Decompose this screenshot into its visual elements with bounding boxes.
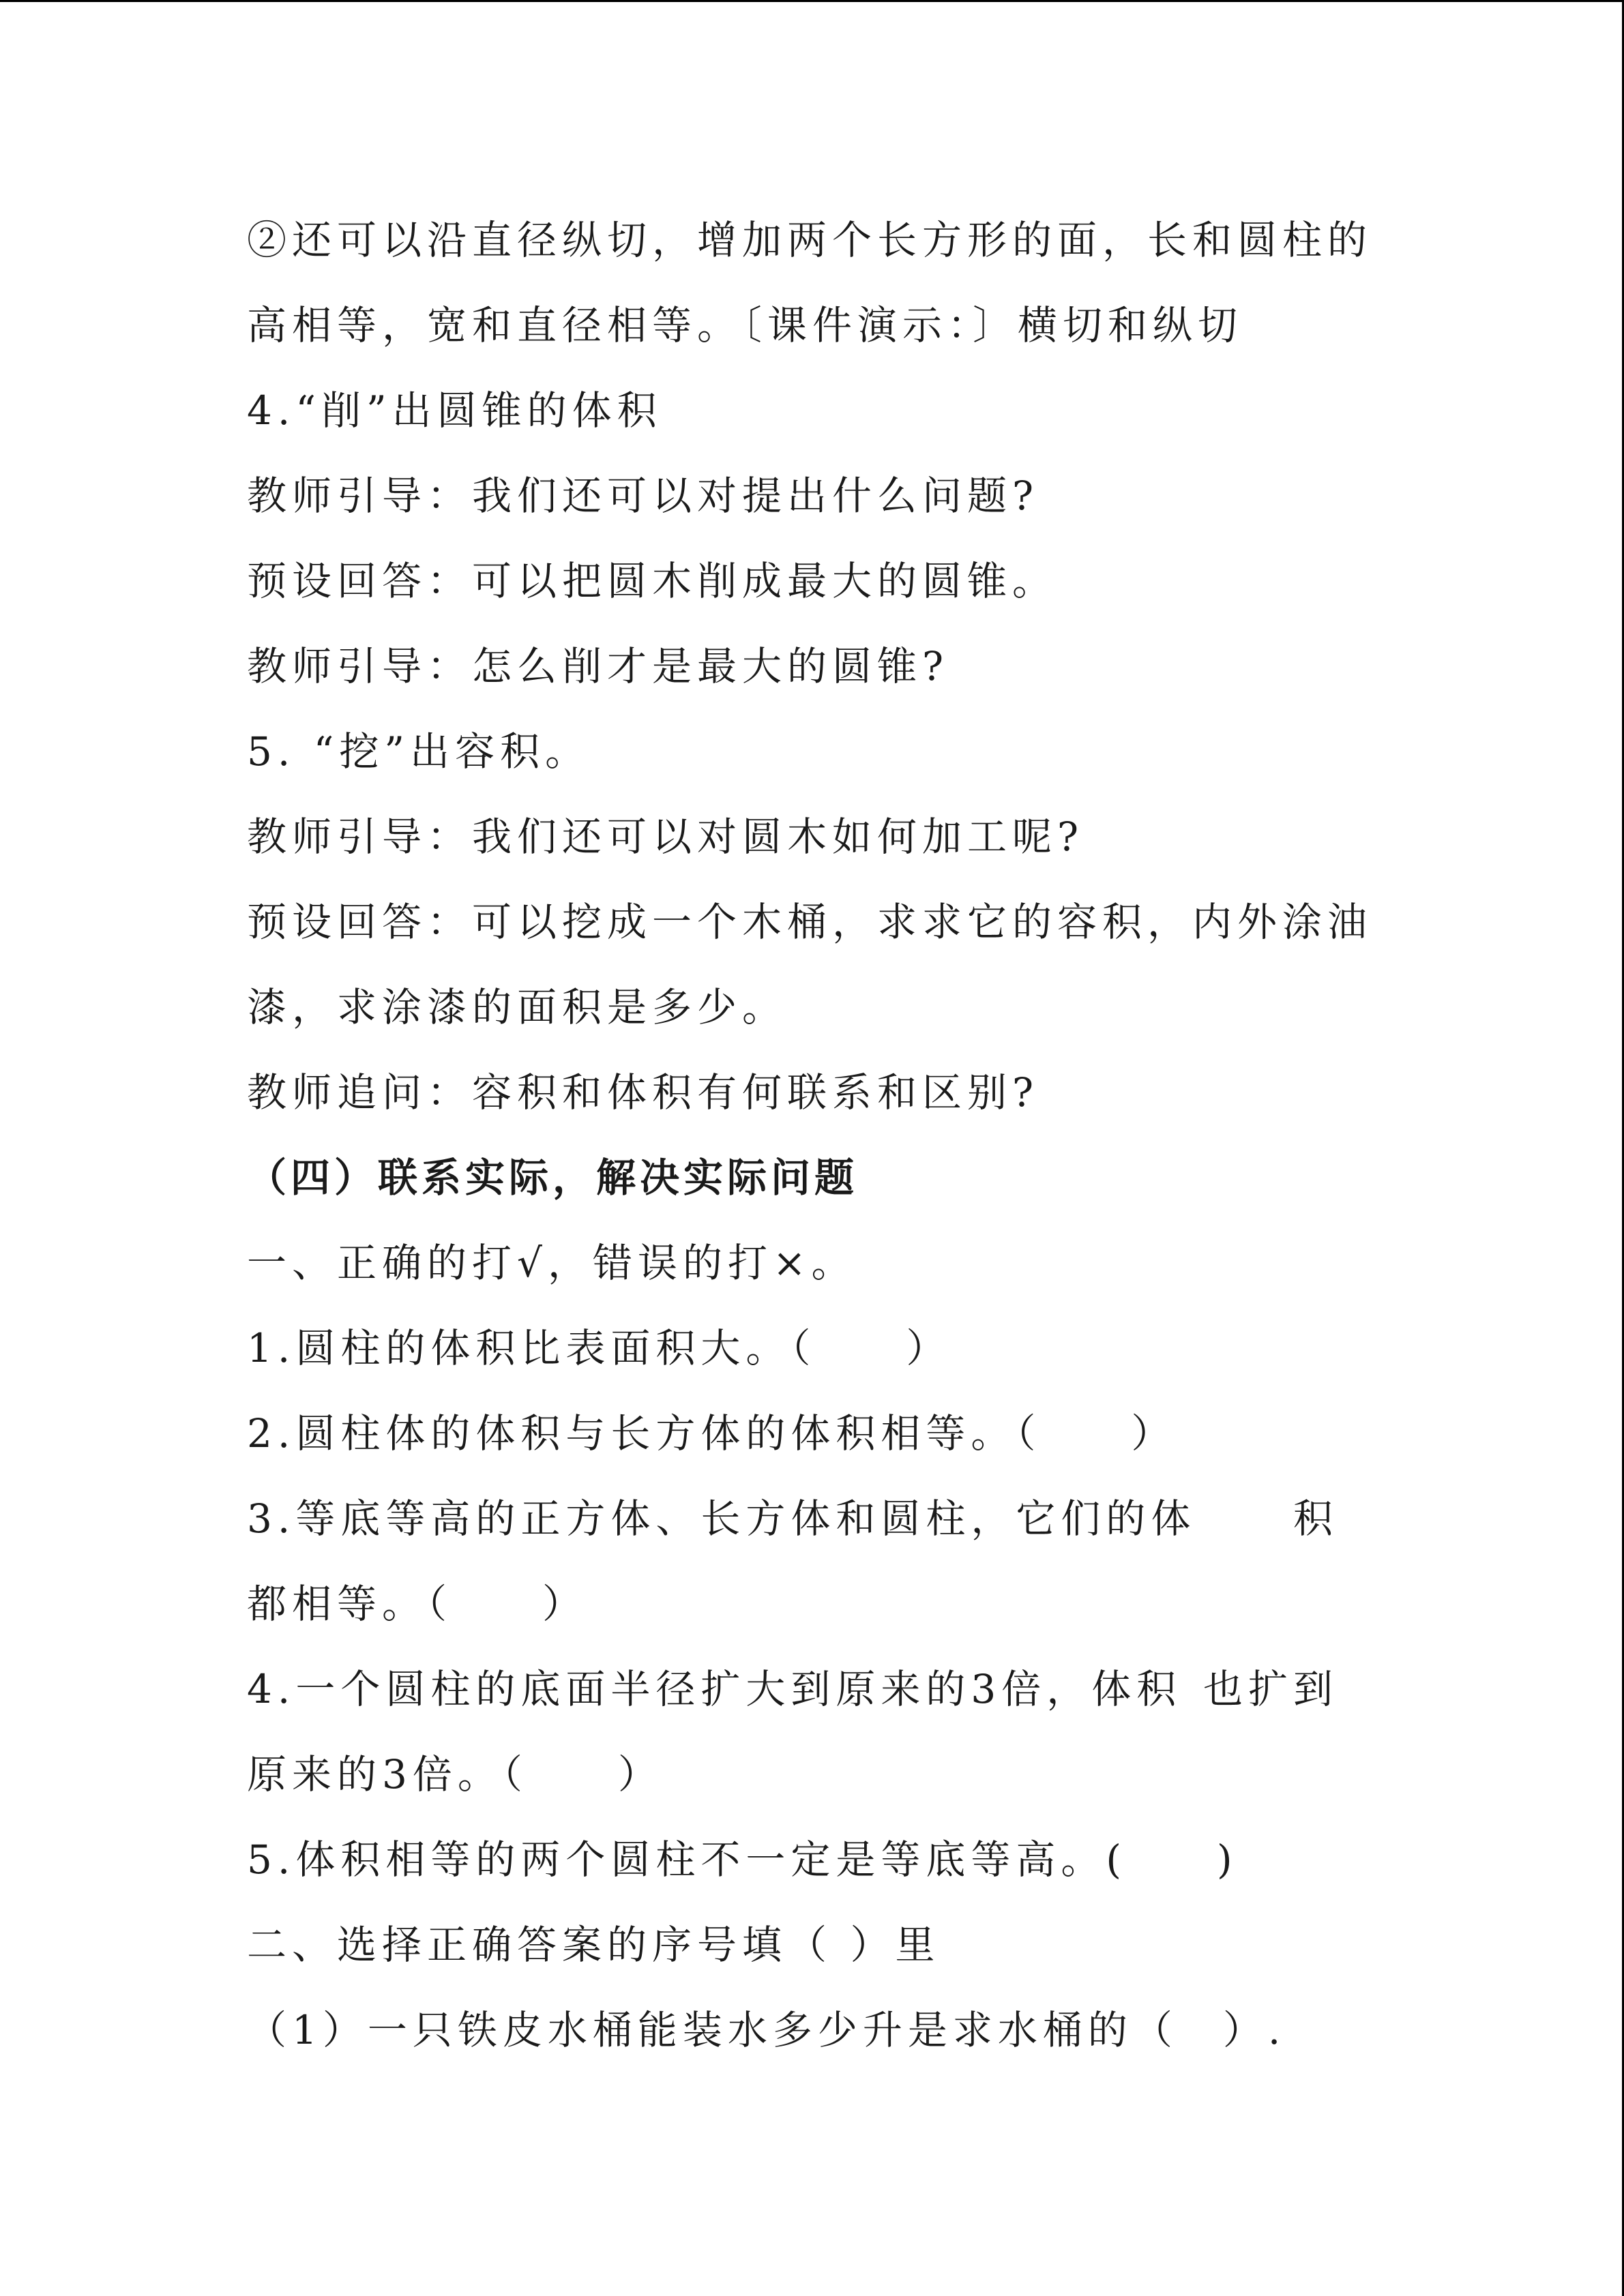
paragraph-line: 教师引导：我们还可以对提出什么问题? [247,473,1039,519]
paragraph-line: 漆，求涂漆的面积是多少。 [247,984,788,1030]
section-heading: 5. “挖”出容积。 [247,728,591,775]
document-body [247,211,1373,2087]
exercise-item-text: 3.等底等高的正方体、长方体和圆柱，它们的体 [247,1495,1196,1542]
paragraph-line: 高相等，宽和直径相等。〔课件演示：〕横切和纵切 [247,302,1243,348]
exercise-item: （1）一只铁皮水桶能装水多少升是求水桶的（ ）. [247,2007,1286,2053]
page-border-top [0,0,1624,2]
exercise-item: 1.圆柱的体积比表面积大。（ ） [247,1325,951,1371]
exercise-heading: 一、正确的打√，错误的打×。 [247,1240,857,1286]
paragraph-line: 教师追问：容积和体积有何联系和区别? [247,1069,1039,1116]
bold-section-heading: （四）联系实际，解决实际问题 [247,1154,859,1201]
exercise-item [247,1490,1338,1575]
paragraph-line: 教师引导：怎么削才是最大的圆锥? [247,643,949,689]
exercise-item-text: 4.一个圆柱的底面半径扩大到原来的3倍，体积 [247,1666,1182,1712]
exercise-item-continuation: 都相等。（ ） [247,1581,588,1627]
paragraph-line: 预设回答：可以挖成一个木桶，求求它的容积，内外涂油 [247,899,1373,945]
exercise-item-continuation: 原来的3倍。（ ） [247,1751,663,1798]
exercise-item-text-end: 积 [1293,1495,1338,1542]
paragraph-line: 教师引导：我们还可以对圆木如何加工呢? [247,814,1084,860]
exercise-heading: 二、选择正确答案的序号填（ ）里 [247,1922,941,1968]
paragraph-line: ②还可以沿直径纵切，增加两个长方形的面，长和圆柱的 [247,217,1373,263]
exercise-item: 5.体积相等的两个圆柱不一定是等底等高。( ) [247,1836,1238,1883]
exercise-item [247,1660,1338,1746]
exercise-item: 2.圆柱体的体积与长方体的体积相等。（ ） [247,1410,1177,1457]
section-heading: 4.“削”出圆锥的体积 [247,387,662,434]
paragraph-line: 预设回答：可以把圆木削成最大的圆锥。 [247,558,1058,604]
exercise-item-text-end: 也扩到 [1202,1666,1338,1712]
